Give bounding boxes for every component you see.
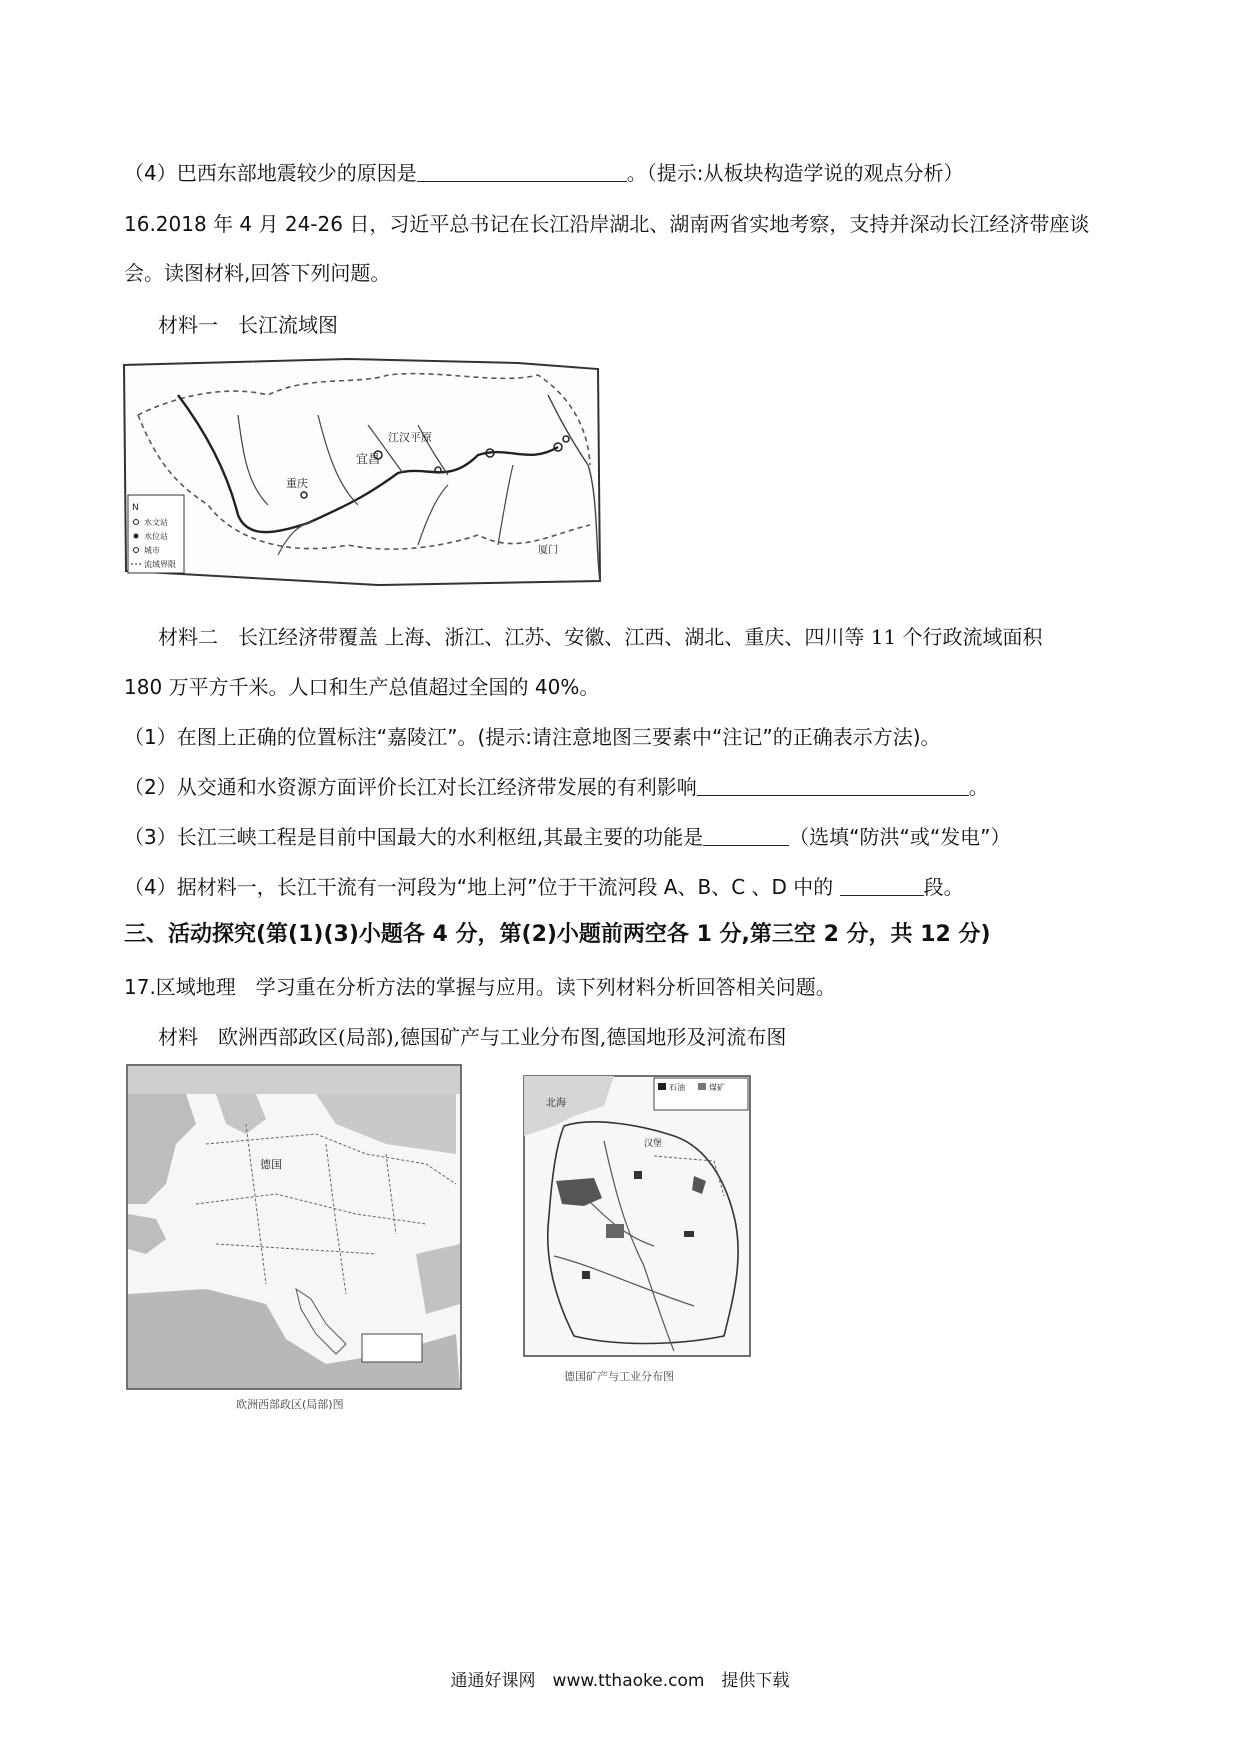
section3-title: 三、活动探究(第(1)(3)小题各 4 分，第(2)小题前两空各 1 分,第三空 2 分，共 12 分) [124,922,991,947]
map-label-yichang: 宜昌 [356,452,381,466]
q17-intro: 17.区域地理 学习重在分析方法的掌握与应用。读下列材料分析回答相关问题。 [124,975,836,999]
europe-political-map [126,1064,462,1411]
q16-material2-line2: 180 万平方千米。人口和生产总值超过全国的 40%。 [124,675,600,699]
q16-sub3-line [124,824,1011,850]
map-label-north-sea: 北海 [546,1098,566,1109]
q16-sub4-suffix: 段。 [923,875,964,899]
q16-sub2-line [124,774,989,800]
answer-blank[interactable] [417,161,627,182]
q15-4-line [124,160,963,186]
page-footer: 通通好课网 www.tthaoke.com 提供下载 [450,1671,790,1691]
germany-map-caption: 德国矿产与工业分布图 [564,1370,674,1383]
q17-material-label: 材料 欧洲西部政区(局部),德国矿产与工业分布图,德国地形及河流布图 [158,1025,787,1049]
map-label-germany: 德国 [260,1158,282,1171]
q16-intro-line1: 16.2018 年 4 月 24-26 日，习近平总书记在长江沿岸湖北、湖南两省实地考察，支持并深动长江经济带座谈 [124,212,1090,236]
q16-sub1: （1）在图上正确的位置标注“嘉陵江”。(提示:请注意地图三要素中“注记”的正确表示方法)。 [124,725,941,749]
map-label-jianghan: 江汉平原 [388,431,432,444]
q16-sub4-line [124,874,964,900]
map-label-xiamen: 厦门 [538,545,558,556]
answer-blank[interactable] [840,875,924,896]
q15-4-prefix: （4）巴西东部地震较少的原因是 [124,161,417,185]
map-label-hamburg: 汉堡 [644,1139,663,1149]
q16-sub2-prefix: （2）从交通和水资源方面评价长江对长江经济带发展的有利影响 [124,775,697,799]
germany-industry-map [494,1066,764,1392]
q16-sub2-suffix: 。 [968,775,989,799]
legend-oil: 石油 [669,1083,685,1092]
yangtze-basin-map [118,355,606,587]
q16-sub4-prefix: （4）据材料一，长江干流有一河段为“地上河”位于干流河段 A、B、C 、D 中的 [124,875,840,899]
answer-blank[interactable] [697,775,969,796]
q16-material2-line1: 材料二 长江经济带覆盖 上海、浙江、江苏、安徽、江西、湖北、重庆、四川等 11 个行政流域面积 [158,625,1043,649]
q16-material1-label: 材料一 长江流域图 [158,313,338,337]
legend-north: N [132,503,139,513]
legend-level-station: 水位站 [144,532,168,541]
legend-city: 城市 [144,546,160,555]
q16-intro-line2: 会。读图材料,回答下列问题。 [124,261,391,285]
q16-sub3-suffix: （选填“防洪“或“发电”） [789,825,1011,849]
legend-coal: 煤矿 [709,1083,725,1092]
map-label-chongqing: 重庆 [286,477,308,490]
legend-hydro-station: 水文站 [144,518,168,527]
q15-4-suffix: 。（提示:从板块构造学说的观点分析） [626,161,964,185]
q16-sub3-prefix: （3）长江三峡工程是目前中国最大的水利枢纽,其最主要的功能是 [124,825,704,849]
europe-map-caption: 欧洲西部政区(局部)图 [236,1398,344,1411]
legend-basin-boundary: 流域界限 [144,560,176,569]
answer-blank[interactable] [703,825,789,846]
